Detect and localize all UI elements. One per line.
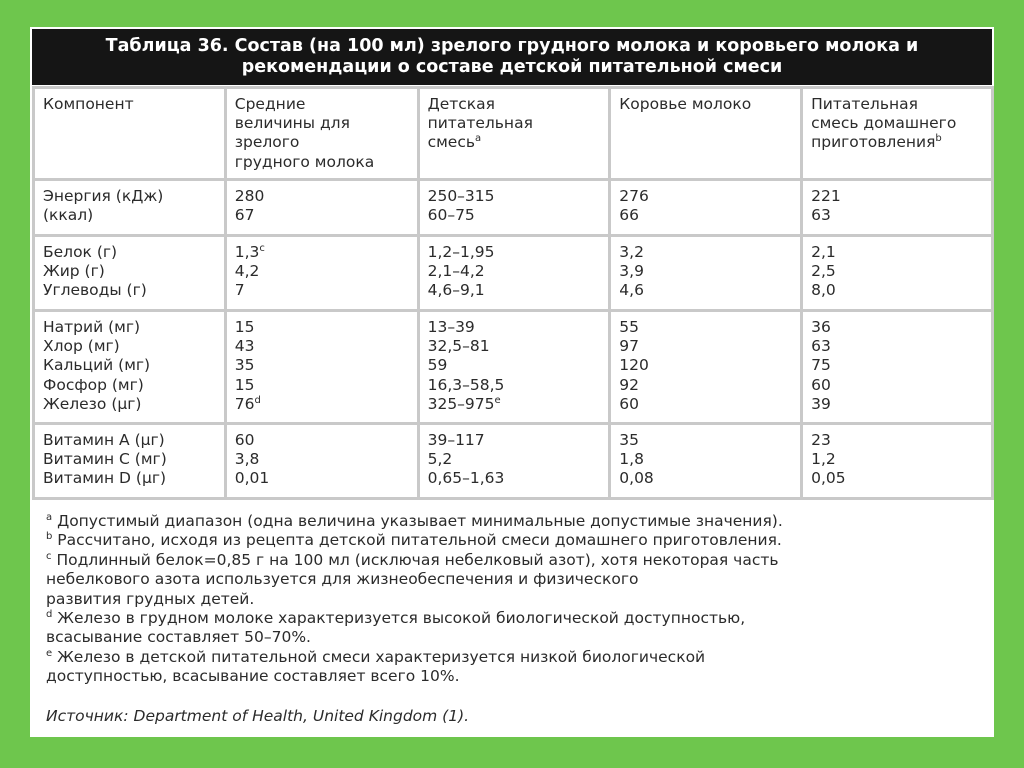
- infant-formula-cell: 39–117 5,2 0,65–1,63: [420, 425, 609, 497]
- header-infant-formula: Детская питательная смесь$^a$: [420, 89, 609, 178]
- table-row: [35, 312, 991, 422]
- infant-formula-cell: 250–315 60–75: [420, 181, 609, 234]
- home-formula-cell: 221 63: [803, 181, 991, 234]
- table-card: [30, 27, 994, 737]
- title-line-1: Таблица 36. Состав (на 100 мл) зрелого грудного молока и коровьего молока и: [105, 36, 919, 56]
- header-row: [35, 89, 991, 178]
- footnotes: [46, 512, 976, 687]
- home-formula-cell: 36 63 75 60 39: [803, 312, 991, 422]
- table-row: [35, 425, 991, 497]
- header-breast-milk: Средние величины для зрелого грудного молока: [227, 89, 417, 178]
- cow-milk-cell: 276 66: [611, 181, 800, 234]
- component-cell: Энергия (кДж) (ккал): [35, 181, 224, 234]
- footnote-b: $^b$ Рассчитано, исходя из рецепта детской питательной смеси домашнего приготовления.: [46, 531, 782, 550]
- header-home-formula: Питательная смесь домашнего приготовления$^b$: [803, 89, 991, 178]
- cow-milk-cell: 55 97 120 92 60: [611, 312, 800, 422]
- source-note: Источник: Department of Health, United Kingdom (1).: [46, 707, 470, 725]
- footnote-e: $^e$ Железо в детской питательной смеси характеризуется низкой биологической доступностью, всасывание составляет всего 10%.: [46, 647, 706, 686]
- composition-table: [32, 86, 994, 500]
- footnote-c: $^c$ Подлинный белок=0,85 г на 100 мл (исключая небелковый азот), хотя некоторая часть небелкового азота используется для жизнеобеспечения и физического развития грудных детей.: [46, 550, 779, 608]
- cow-milk-cell: 35 1,8 0,08: [611, 425, 800, 497]
- header-component: Компонент: [35, 89, 224, 178]
- footnote-a: $^a$ Допустимый диапазон (одна величина указывает минимальные допустимые значения).: [46, 512, 783, 530]
- breast-milk-cell: 1,3$^c$ 4,2 7: [227, 237, 417, 309]
- infant-formula-cell: 1,2–1,95 2,1–4,2 4,6–9,1: [420, 237, 609, 309]
- breast-milk-cell: 280 67: [227, 181, 417, 234]
- component-cell: Витамин А (μг) Витамин С (мг) Витамин D (μг): [35, 425, 224, 497]
- table-row: [35, 237, 991, 309]
- title-line-2: рекомендации о составе детской питательной смеси: [241, 57, 783, 77]
- component-cell: Белок (г) Жир (г) Углеводы (г): [35, 237, 224, 309]
- cow-milk-cell: 3,2 3,9 4,6: [611, 237, 800, 309]
- breast-milk-cell: 60 3,8 0,01: [227, 425, 417, 497]
- home-formula-cell: 23 1,2 0,05: [803, 425, 991, 497]
- breast-milk-cell: 15 43 35 15 76$^d$: [227, 312, 417, 422]
- infant-formula-cell: 13–39 32,5–81 59 16,3–58,5 325–975e: [420, 312, 609, 422]
- table-title: [32, 29, 992, 85]
- home-formula-cell: 2,1 2,5 8,0: [803, 237, 991, 309]
- footnote-d: $^d$ Железо в грудном молоке характеризуется высокой биологической доступностью, всасывание составляет 50–70%.: [46, 609, 746, 647]
- table-row: [35, 181, 991, 234]
- header-cow-milk: Коровье молоко: [611, 89, 800, 178]
- component-cell: Натрий (мг) Хлор (мг) Кальций (мг) Фосфор (мг) Железо (μг): [35, 312, 224, 422]
